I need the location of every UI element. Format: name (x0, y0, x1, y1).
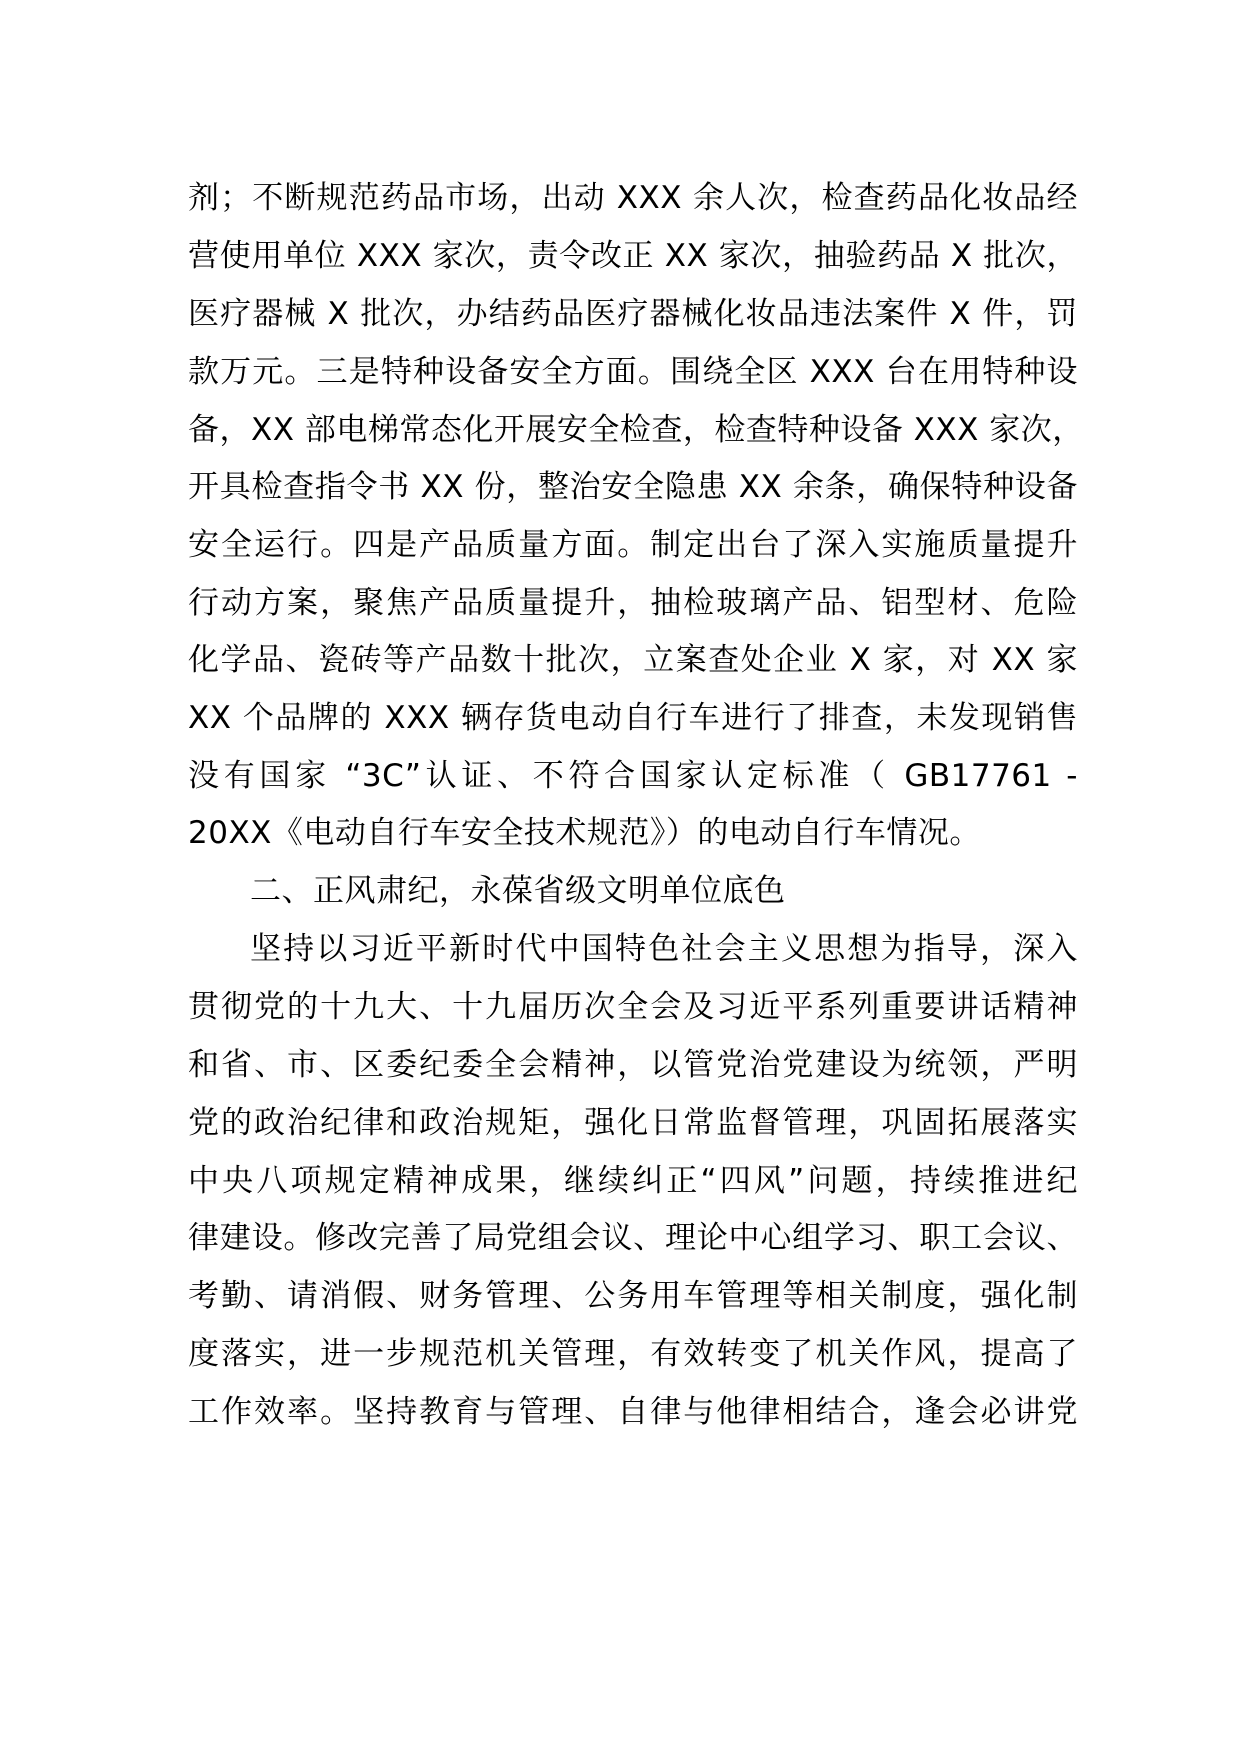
body-text-line: 工作效率。坚持教育与管理、自律与他律相结合，逢会必讲党 (188, 1394, 1078, 1430)
body-text-line: 度落实，进一步规范机关管理，有效转变了机关作风，提高了 (188, 1336, 1078, 1372)
section-heading: 二、正风肃纪，永葆省级文明单位底色 (250, 873, 786, 909)
body-text-line: 律建设。修改完善了局党组会议、理论中心组学习、职工会议、 (188, 1220, 1078, 1256)
body-text-line: 行动方案，聚焦产品质量提升，抽检玻璃产品、铝型材、危险 (188, 585, 1078, 621)
body-text-line: 中央八项规定精神成果，继续纠正“四风”问题，持续推进纪 (188, 1163, 1078, 1199)
body-text-line: 备，XX 部电梯常态化开展安全检查，检查特种设备 XXX 家次， (188, 412, 1084, 448)
body-text-line: 和省、市、区委纪委全会精神，以管党治党建设为统领，严明 (188, 1047, 1078, 1083)
body-text-line: 20XX《电动自行车安全技术规范》）的电动自行车情况。 (188, 815, 981, 851)
body-text-line: 剂；不断规范药品市场，出动 XXX 余人次，检查药品化妆品经 (188, 180, 1078, 216)
body-text-line: 营使用单位 XXX 家次，责令改正 XX 家次，抽验药品 X 批次， (188, 238, 1078, 274)
body-text-line: 开具检查指令书 XX 份，整治安全隐患 XX 余条，确保特种设备 (188, 469, 1078, 505)
body-text-line: 化学品、瓷砖等产品数十批次，立案查处企业 X 家，对 XX 家 (188, 642, 1078, 678)
body-text-line: 安全运行。四是产品质量方面。制定出台了深入实施质量提升 (188, 527, 1078, 563)
body-text-line: XX 个品牌的 XXX 辆存货电动自行车进行了排查，未发现销售 (188, 700, 1078, 736)
body-text-line: 考勤、请消假、财务管理、公务用车管理等相关制度，强化制 (188, 1278, 1078, 1314)
paragraph-first-line: 坚持以习近平新时代中国特色社会主义思想为指导，深入 (250, 931, 1078, 967)
body-text-line: 医疗器械 X 批次，办结药品医疗器械化妆品违法案件 X 件，罚 (188, 296, 1078, 332)
body-text-line: 贯彻党的十九大、十九届历次全会及习近平系列重要讲话精神 (188, 989, 1078, 1025)
body-text-line: 党的政治纪律和政治规矩，强化日常监督管理，巩固拓展落实 (188, 1105, 1078, 1141)
body-text-line: 没有国家 “3C”认证、不符合国家认定标准（ GB17761 - (188, 758, 1078, 794)
body-text-line: 款万元。三是特种设备安全方面。围绕全区 XXX 台在用特种设 (188, 354, 1078, 390)
